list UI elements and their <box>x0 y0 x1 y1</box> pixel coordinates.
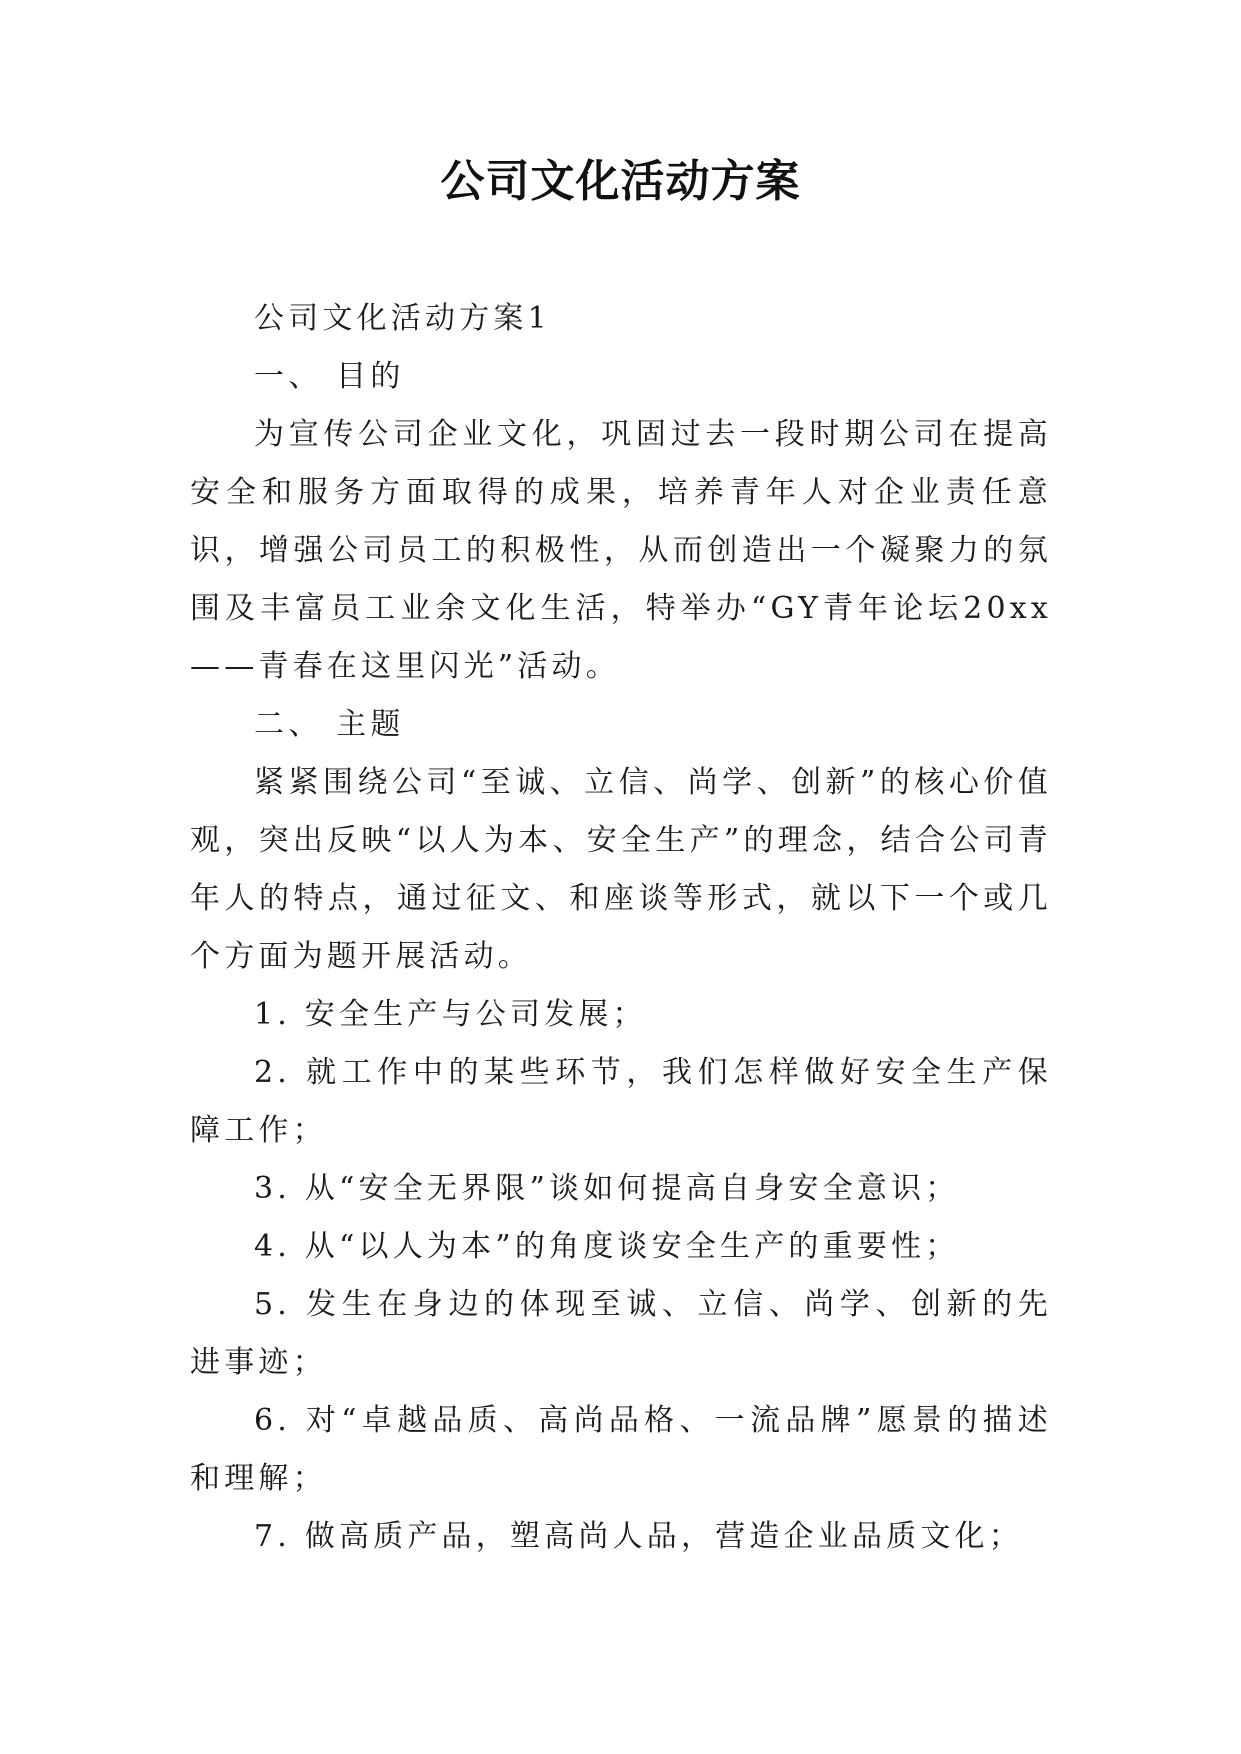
list-item: 4. 从“以人为本”的角度谈安全生产的重要性； <box>254 1229 960 1264</box>
section-heading-theme: 二、 主题 <box>254 707 405 742</box>
section-paragraph-theme: 紧紧围绕公司“至诚、立信、尚学、创新”的核心价值观，突出反映“以人为本、安全生产”的理念，结合公司青年人的特点，通过征文、和座谈等形式，就以下一个或几个方面为题开展活动。 <box>190 765 1052 974</box>
section-paragraph-purpose: 为宣传公司企业文化，巩固过去一段时期公司在提高安全和服务方面取得的成果，培养青年人对企业责任意识，增强公司员工的积极性，从而创造出一个凝聚力的氛围及丰富员工业余文化生活，特举办“GY青年论坛20xx——青春在这里闪光”活动。 <box>190 417 1052 684</box>
document-title: 公司文化活动方案 <box>440 156 801 207</box>
list-item: 1. 安全生产与公司发展； <box>254 997 647 1032</box>
list-item: 7. 做高质产品，塑高尚人品，营造企业品质文化； <box>254 1519 1023 1554</box>
list-item: 2. 就工作中的某些环节，我们怎样做好安全生产保障工作； <box>190 1055 1052 1148</box>
list-item: 5. 发生在身边的体现至诚、立信、尚学、创新的先进事迹； <box>190 1287 1052 1380</box>
list-item: 3. 从“安全无界限”谈如何提高自身安全意识； <box>254 1171 960 1206</box>
document-subtitle: 公司文化活动方案1 <box>254 301 551 336</box>
list-item: 6. 对“卓越品质、高尚品格、一流品牌”愿景的描述和理解； <box>190 1403 1052 1496</box>
section-heading-purpose: 一、 目的 <box>254 359 405 394</box>
document-body <box>190 290 1052 1566</box>
